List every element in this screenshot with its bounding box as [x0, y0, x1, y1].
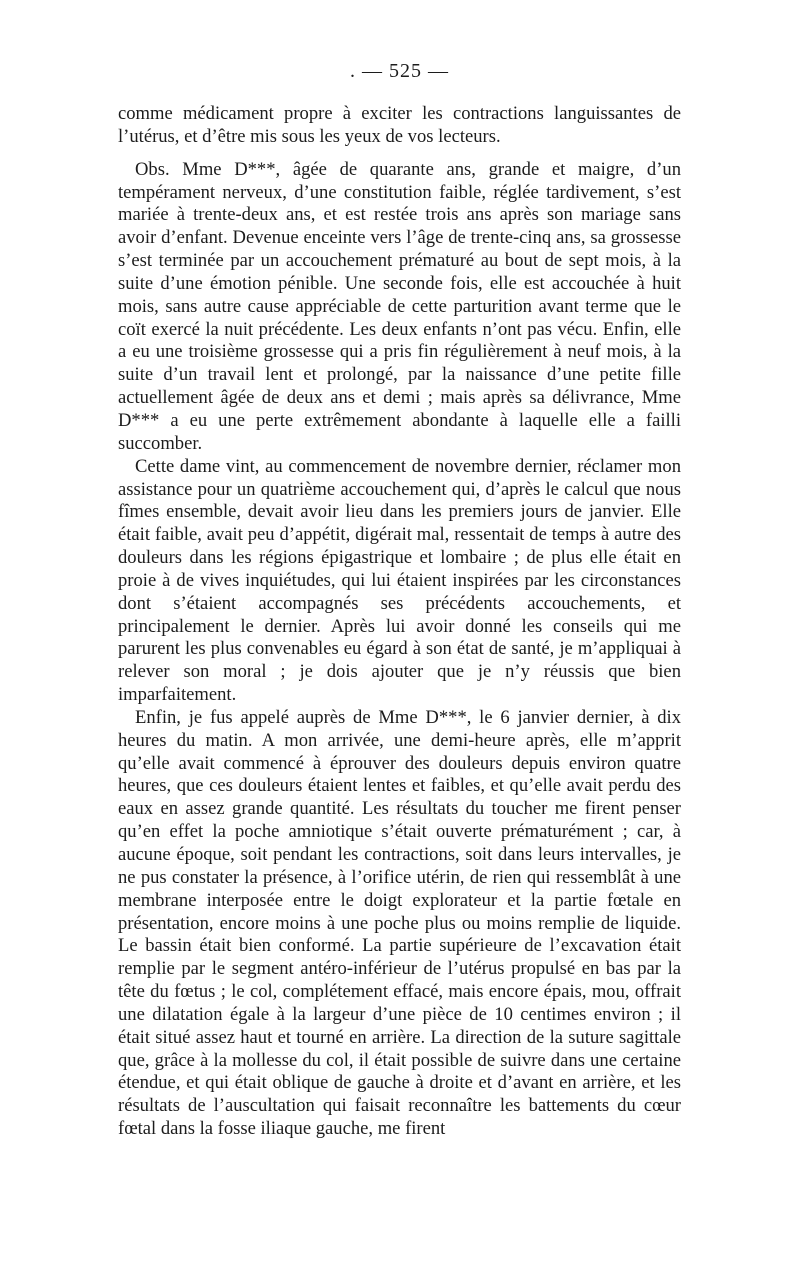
- page-number: . — 525 —: [350, 60, 449, 82]
- paragraph-visit: Cette dame vint, au commencement de novembre dernier, réclamer mon assistance pour un quatrième accouchement qui, d’après le calcul que nous fîmes ensemble, devait avoir lieu dans les premiers jours de janvier. Elle était faible, avait peu d’appétit, digérait mal, ressentait de temps à autre des douleurs dans les régions épigastrique et lombaire ; de plus elle était en proie à de vives inquiétudes, qui lui étaient inspirées par les circonstances dont s’étaient accompagnés ses précédents accouchements, et principalement le dernier. Après lui avoir donné les conseils qui me parurent les plus convenables eu égard à son état de santé, je m’appliquai à relever son moral ; je dois ajouter que je n’y réussis que bien imparfaitement.: [118, 455, 681, 706]
- paragraph-continuation: comme médicament propre à exciter les contractions languissantes de l’utérus, et d’être mis sous les yeux de vos lecteurs.: [118, 103, 681, 147]
- paragraph-observation: Obs. Mme D***, âgée de quarante ans, grande et maigre, d’un tempérament nerveux, d’une constitution faible, réglée tardivement, s’est mariée à trente-deux ans, et est restée trois ans après son mariage sans avoir d’enfant. Devenue enceinte vers l’âge de trente-cinq ans, sa grossesse s’est terminée par un accouchement prématuré au bout de sept mois, à la suite d’une émotion pénible. Une seconde fois, elle est accouchée à huit mois, sans autre cause appréciable de cette parturition avant terme que le coït exercé la nuit précédente. Les deux enfants n’ont pas vécu. Enfin, elle a eu une troisième grossesse qui a pris fin régulièrement à neuf mois, à la suite d’un travail lent et prolongé, par la naissance d’une petite fille actuellement âgée de deux ans et demi ; mais après sa délivrance, Mme D*** a eu une perte extrêmement abondante à laquelle elle a failli succomber.: [118, 158, 681, 454]
- book-page: [118, 60, 681, 1141]
- paragraph-labor: Enfin, je fus appelé auprès de Mme D***, le 6 janvier dernier, à dix heures du matin. A mon arrivée, une demi-heure après, elle m’apprit qu’elle avait commencé à éprouver des douleurs depuis environ quatre heures, que ces douleurs étaient lentes et faibles, et qu’elle avait perdu des eaux en assez grande quantité. Les résultats du toucher me firent penser qu’en effet la poche amniotique s’était ouverte prématurément ; car, à aucune époque, soit pendant les contractions, soit dans leurs intervalles, je ne pus constater la présence, à l’orifice utérin, de rien qui ressemblât à une membrane interposée entre le doigt explorateur et la partie fœtale en présentation, encore moins à une poche plus ou moins remplie de liquide. Le bassin était bien conformé. La partie supérieure de l’excavation était remplie par le segment antéro-inférieur de l’utérus propulsé en bas par la tête du fœtus ; le col, complétement effacé, mais encore épais, mou, offrait une dilatation égale à la largeur d’une pièce de 10 centimes environ ; il était situé assez haut et tourné en arrière. La direction de la suture sagittale que, grâce à la mollesse du col, il était possible de suivre dans une certaine étendue, et qui était oblique de gauche à droite et d’avant en arrière, et les résultats de l’auscultation qui faisait reconnaître les battements du cœur fœtal dans la fosse iliaque gauche, me firent: [118, 706, 681, 1140]
- paragraph-gap: [118, 149, 681, 159]
